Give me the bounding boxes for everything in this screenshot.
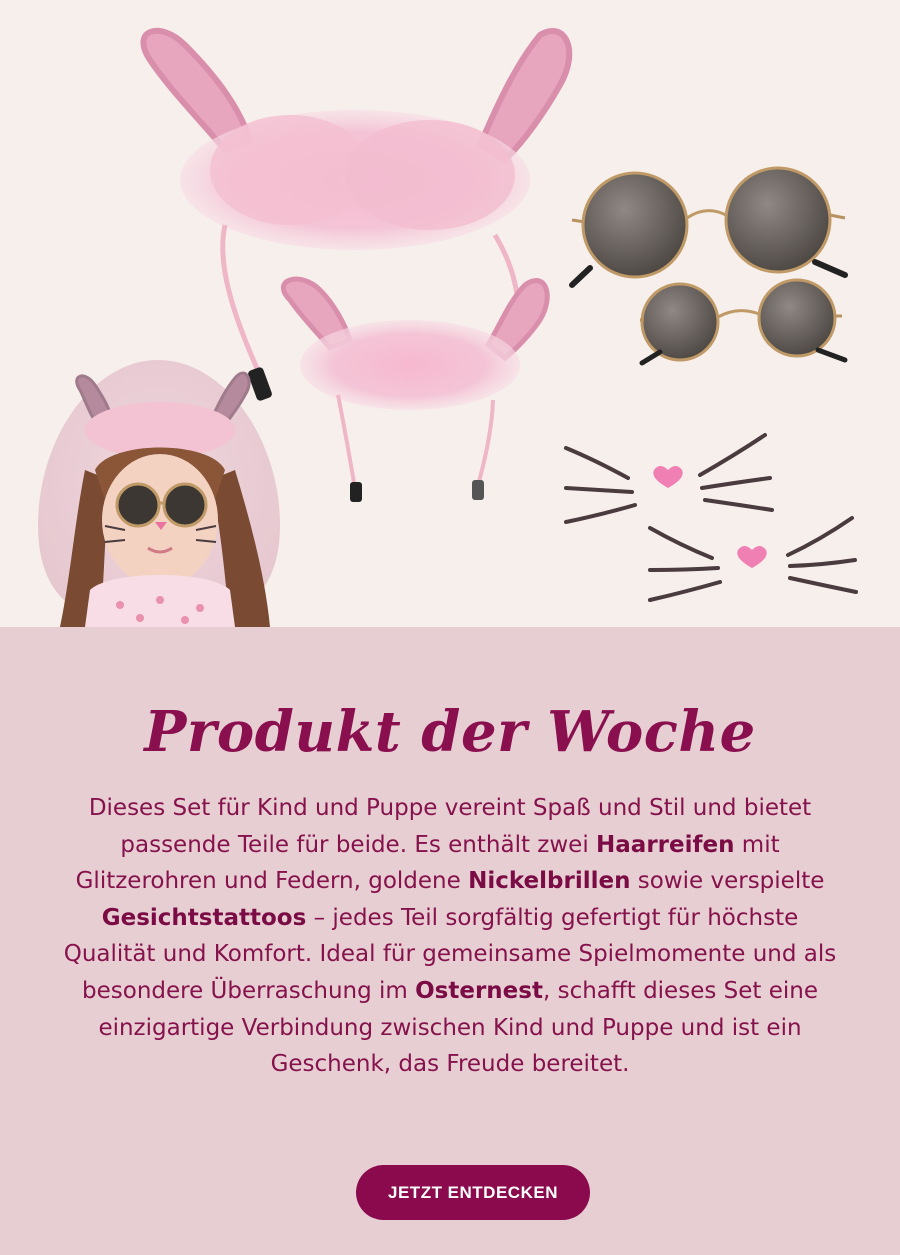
desc-text-4: – jedes Teil sorgfältig gefertigt für höchste Qualität und Komfort. Ideal für gemeinsame Spielmomente und als besondere Überraschung im [63, 904, 837, 1004]
face-tattoo-small [650, 518, 856, 600]
hero-image [0, 0, 900, 627]
desc-bold-nickelbrillen: Nickelbrillen [468, 868, 631, 895]
product-of-the-week-section [0, 627, 900, 1255]
desc-bold-osternest: Osternest [415, 977, 543, 1004]
discover-now-button[interactable]: JETZT ENTDECKEN [356, 1165, 590, 1220]
face-tattoo-large [566, 435, 772, 522]
desc-text-1: Dieses Set für Kind und Puppe vereint Spaß und Stil und bietet passende Teile für beide. Es enthält zwei [88, 795, 812, 858]
page-title: Produkt der Woche [144, 699, 756, 765]
desc-text-3: sowie verspielte [630, 868, 825, 895]
small-headband [283, 279, 547, 502]
small-glasses [640, 280, 845, 363]
desc-bold-gesichtstattoos: Gesichtstattoos [101, 904, 307, 931]
desc-text-2: mit Glitzerohren und Federn, goldene [75, 831, 780, 895]
product-description [55, 790, 845, 1083]
product-illustration [0, 0, 900, 627]
desc-bold-haarreifen: Haarreifen [596, 831, 735, 858]
large-glasses [572, 168, 845, 285]
doll-photo [38, 360, 280, 627]
desc-text-5: , schafft dieses Set eine einzigartige Verbindung zwischen Kind und Puppe und ist ein Geschenk, das Freude bereitet. [98, 977, 818, 1078]
